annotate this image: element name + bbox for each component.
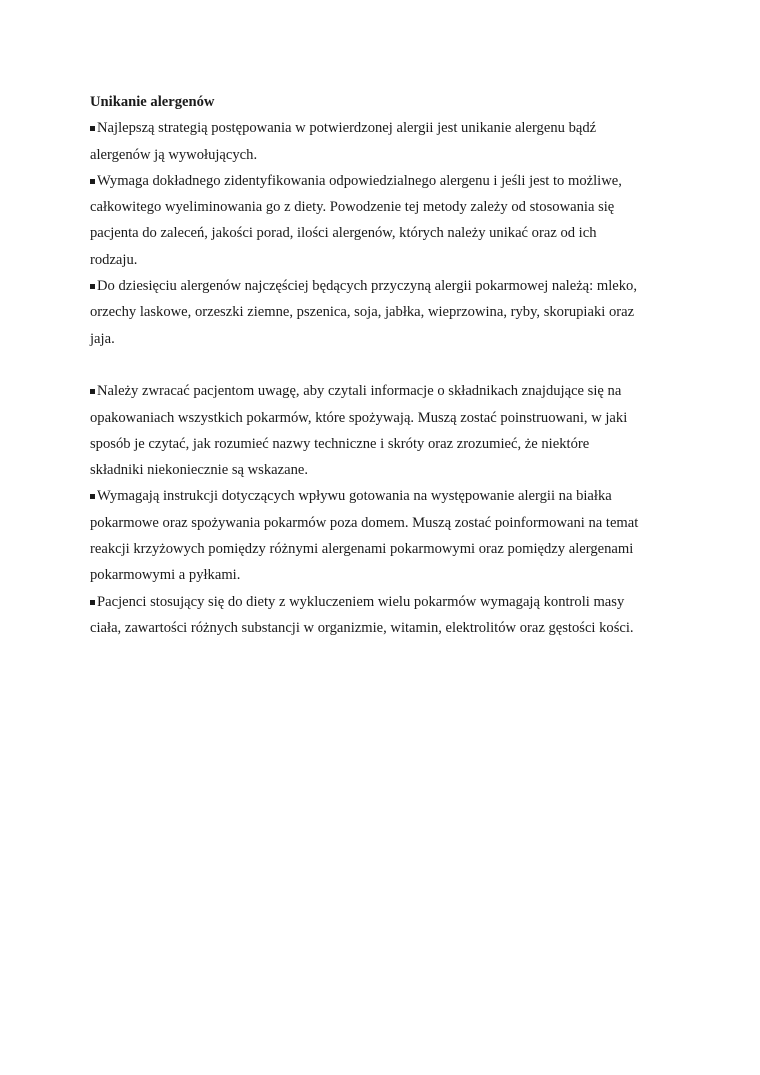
paragraph-line: Pacjenci stosujący się do diety z wykluczeniem wielu pokarmów wymagają kontroli masy [90, 589, 680, 615]
paragraph-5 [90, 483, 680, 588]
paragraph-line: rodzaju. [90, 251, 138, 268]
paragraph-line: Do dziesięciu alergenów najczęściej będących przyczyną alergii pokarmowej należą: mleko, [90, 273, 680, 299]
paragraph-line: Wymagają instrukcji dotyczących wpływu gotowania na występowanie alergii na białka [90, 483, 680, 509]
paragraph-line: Wymaga dokładnego zidentyfikowania odpowiedzialnego alergenu i jeśli jest to możliwe, [90, 168, 680, 194]
paragraph-6 [90, 589, 680, 642]
square-bullet-icon [90, 284, 95, 289]
paragraph-line: sposób je czytać, jak rozumieć nazwy techniczne i skróty oraz zrozumieć, że niektóre [90, 435, 590, 452]
square-bullet-icon [90, 494, 95, 499]
paragraph-line: opakowaniach wszystkich pokarmów, które spożywają. Muszą zostać poinstruowani, w jaki [90, 409, 628, 426]
square-bullet-icon [90, 126, 95, 131]
paragraph-line: całkowitego wyeliminowania go z diety. Powodzenie tej metody zależy od stosowania się [90, 199, 615, 216]
paragraph-line: orzechy laskowe, orzeszki ziemne, pszenica, soja, jabłka, wieprzowina, ryby, skorupiaki oraz [90, 304, 635, 321]
paragraph-line: pokarmowe oraz spożywania pokarmów poza domem. Muszą zostać poinformowani na temat [90, 514, 639, 531]
paragraph-2 [90, 168, 680, 273]
paragraph-line: składniki niekoniecznie są wskazane. [90, 462, 309, 479]
paragraph-line: Najlepszą strategią postępowania w potwierdzonej alergii jest unikanie alergenu bądź [90, 115, 680, 141]
paragraph-1 [90, 115, 680, 168]
square-bullet-icon [90, 179, 95, 184]
paragraph-line: reakcji krzyżowych pomiędzy różnymi alergenami pokarmowymi oraz pomiędzy alergenami [90, 541, 634, 558]
paragraph-line: pokarmowymi a pyłkami. [90, 567, 241, 584]
paragraph-line: Należy zwracać pacjentom uwagę, aby czytali informacje o składnikach znajdujące się na [90, 378, 680, 404]
blank-line [90, 352, 680, 378]
paragraph-3 [90, 273, 680, 352]
paragraph-line: pacjenta do zaleceń, jakości porad, ilości alergenów, których należy unikać oraz od ich [90, 225, 597, 242]
square-bullet-icon [90, 389, 95, 394]
document-body [90, 89, 680, 641]
paragraph-line: jaja. [90, 330, 115, 347]
section-title: Unikanie alergenów [90, 94, 215, 110]
paragraph-4 [90, 378, 680, 483]
paragraph-line: alergenów ją wywołujących. [90, 146, 258, 163]
paragraph-line: ciała, zawartości różnych substancji w organizmie, witamin, elektrolitów oraz gęstości kości. [90, 619, 634, 636]
square-bullet-icon [90, 600, 95, 605]
